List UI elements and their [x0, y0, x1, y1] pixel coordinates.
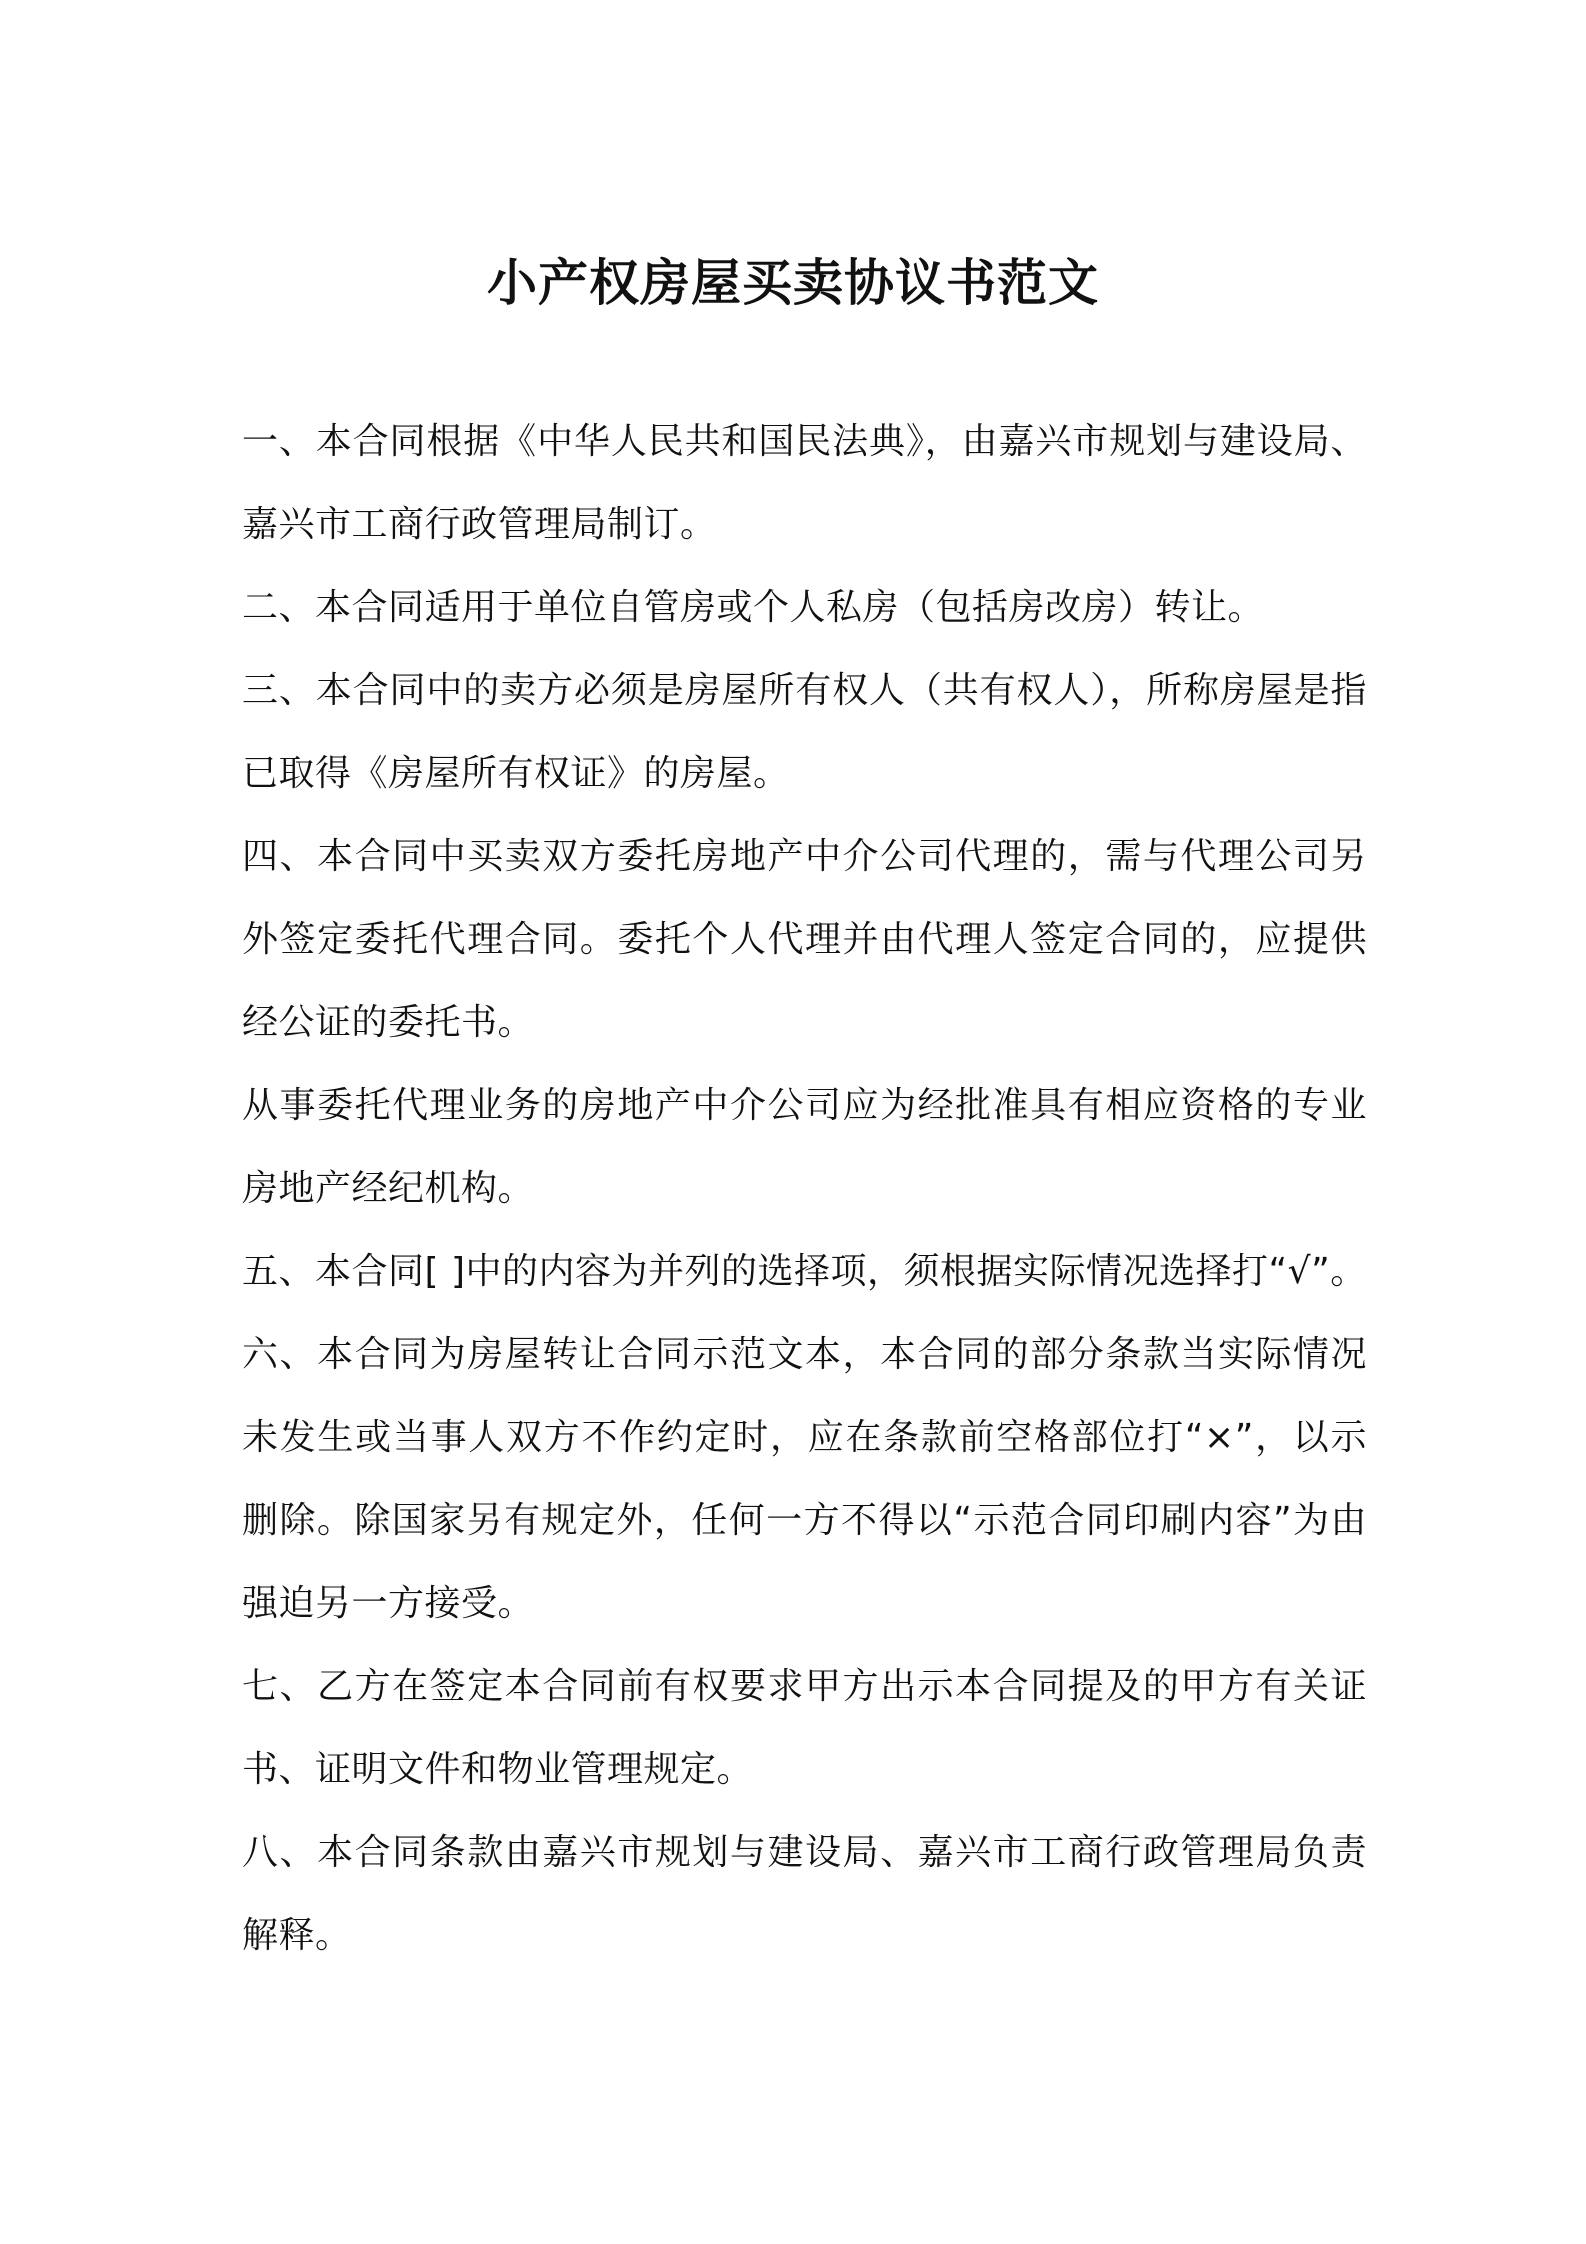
paragraph-1: 一、本合同根据《中华人民共和国民法典》，由嘉兴市规划与建设局、嘉兴市工商行政管理局制订。 — [242, 421, 1367, 545]
paragraph-6: 六、本合同为房屋转让合同示范文本，本合同的部分条款当实际情况未发生或当事人双方不作约定时，应在条款前空格部位打“×”，以示删除。除国家另有规定外，任何一方不得以“示范合同印刷内容”为由强迫另一方接受。 — [242, 1334, 1367, 1624]
paragraph-2: 二、本合同适用于单位自管房或个人私房（包括房改房）转让。 — [242, 587, 1265, 628]
document-title: 小产权房屋买卖协议书范文 — [487, 253, 1099, 312]
paragraph-4-note: 从事委托代理业务的房地产中介公司应为经批准具有相应资格的专业房地产经纪机构。 — [242, 1085, 1367, 1209]
paragraph-8: 八、本合同条款由嘉兴市规划与建设局、嘉兴市工商行政管理局负责解释。 — [242, 1832, 1367, 1956]
paragraph-4: 四、本合同中买卖双方委托房地产中介公司代理的，需与代理公司另外签定委托代理合同。委托个人代理并由代理人签定合同的，应提供经公证的委托书。 — [242, 836, 1367, 1043]
paragraph-3: 三、本合同中的卖方必须是房屋所有权人（共有权人），所称房屋是指已取得《房屋所有权证》的房屋。 — [242, 670, 1367, 794]
document-body — [242, 400, 1367, 1977]
paragraph-5: 五、本合同[ ]中的内容为并列的选择项，须根据实际情况选择打“√”。 — [242, 1251, 1367, 1292]
paragraph-7: 七、乙方在签定本合同前有权要求甲方出示本合同提及的甲方有关证书、证明文件和物业管理规定。 — [242, 1666, 1367, 1790]
